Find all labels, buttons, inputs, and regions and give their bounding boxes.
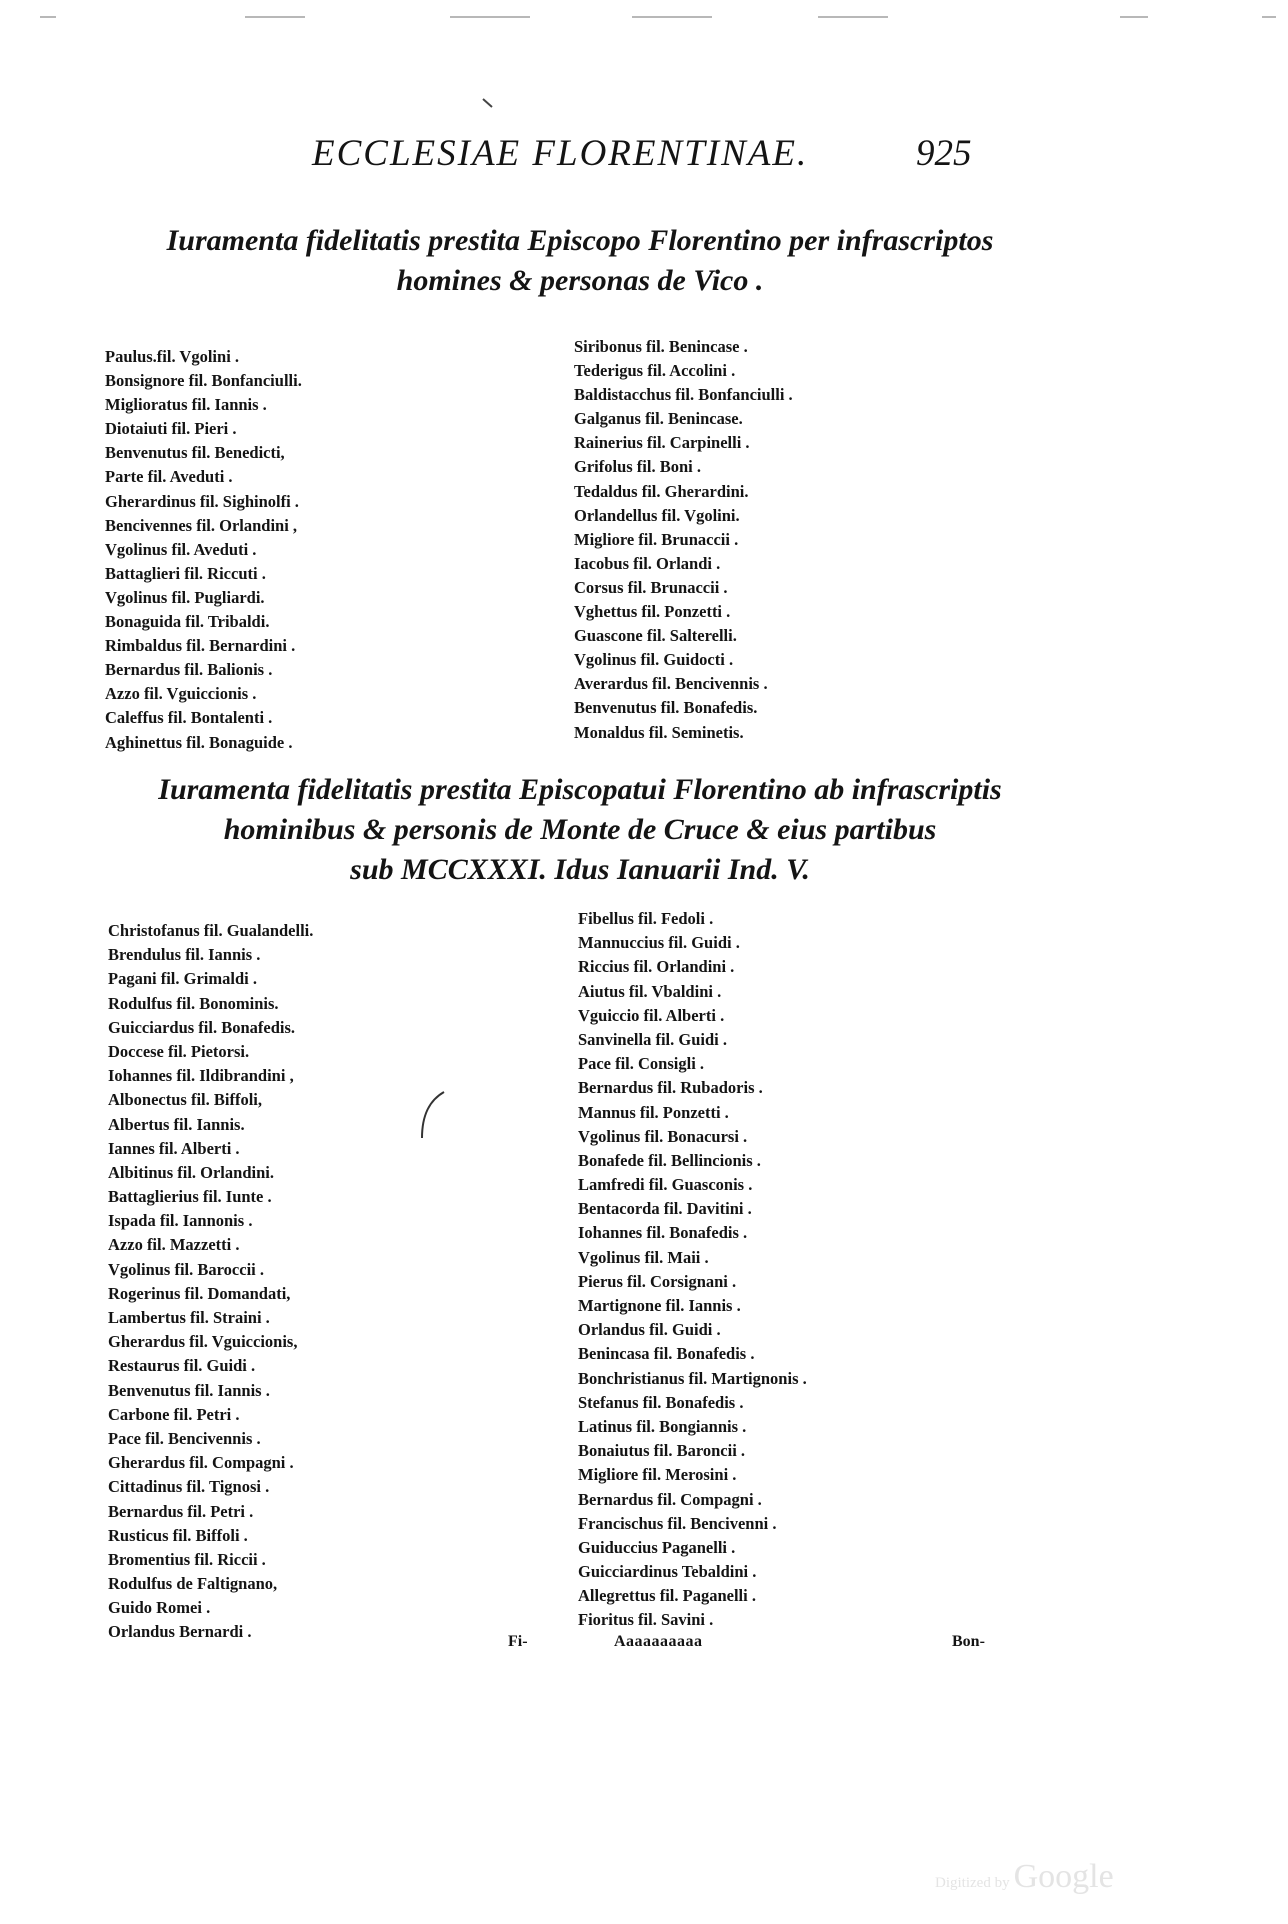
list-item: Bonaguida fil. Tribaldi.	[105, 612, 270, 632]
list-item: Rodulfus fil. Bonominis.	[108, 993, 279, 1013]
list-item: Rusticus fil. Biffoli .	[108, 1525, 248, 1545]
watermark-brand: Google	[1013, 1858, 1114, 1895]
signature-mark: Aaaaaaaaaa	[614, 1633, 703, 1650]
catchword-left: Fi-	[508, 1633, 528, 1650]
list-item: Guicciardus fil. Bonafedis.	[108, 1017, 296, 1037]
list-item: Gherardinus fil. Sighinolfi .	[105, 491, 299, 511]
list-item: Galganus fil. Benincase.	[574, 409, 743, 429]
list-item: Latinus fil. Bongiannis .	[578, 1416, 747, 1436]
list-item: Paulus.fil. Vgolini .	[105, 347, 240, 366]
section-heading-1	[80, 221, 1080, 301]
list-item: Iohannes fil. Bonafedis .	[578, 1223, 748, 1243]
pen-mark	[480, 96, 500, 116]
list-item: Francischus fil. Bencivenni .	[578, 1513, 777, 1533]
list-item: Benvenutus fil. Benedicti,	[105, 443, 285, 463]
list-item: Gherardus fil. Compagni .	[108, 1453, 294, 1473]
list-item: Migliore fil. Brunaccii .	[574, 529, 739, 549]
list-item: Orlandus fil. Guidi .	[578, 1320, 721, 1340]
list-item: Baldistacchus fil. Bonfanciulli .	[574, 385, 793, 405]
list-item: Grifolus fil. Boni .	[574, 457, 701, 477]
list-item: Iannes fil. Alberti .	[108, 1138, 240, 1158]
list-item: Azzo fil. Mazzetti .	[108, 1235, 240, 1255]
list-item: Doccese fil. Pietorsi.	[108, 1041, 250, 1061]
list-item: Siribonus fil. Benincase .	[574, 337, 748, 356]
list-item: Allegrettus fil. Paganelli .	[578, 1586, 756, 1606]
section-heading-2	[80, 770, 1080, 890]
list-item: Tederigus fil. Accolini .	[574, 361, 736, 381]
scan-edge-line	[818, 16, 888, 18]
list-item: Mannus fil. Ponzetti .	[578, 1102, 729, 1122]
scan-edge-line	[632, 16, 712, 18]
heading-line: hominibus & personis de Monte de Cruce & eius partibus	[223, 813, 937, 846]
scan-edge-line	[1262, 16, 1276, 18]
list-item: Pagani fil. Grimaldi .	[108, 969, 257, 989]
scan-edge-line	[245, 16, 305, 18]
list-item: Vguiccio fil. Alberti .	[578, 1005, 725, 1025]
list-item: Battaglierius fil. Iunte .	[108, 1187, 272, 1207]
list-item: Parte fil. Aveduti .	[105, 467, 233, 487]
list-item: Ispada fil. Iannonis .	[108, 1211, 253, 1231]
scan-edge-line	[40, 16, 56, 18]
list-item: Vgolinus fil. Pugliardi.	[105, 587, 265, 607]
list-item: Guascone fil. Salterelli.	[574, 626, 737, 646]
list-item: Rogerinus fil. Domandati,	[108, 1283, 291, 1303]
list-item: Fibellus fil. Fedoli .	[578, 909, 714, 928]
list-item: Sanvinella fil. Guidi .	[578, 1029, 727, 1049]
list-item: Bonchristianus fil. Martignonis .	[578, 1368, 807, 1388]
list-item: Bromentius fil. Riccii .	[108, 1549, 266, 1569]
list-item: Miglioratus fil. Iannis .	[105, 395, 267, 415]
list-item: Diotaiuti fil. Pieri .	[105, 419, 237, 439]
list-item: Benvenutus fil. Bonafedis.	[574, 698, 758, 718]
list-item: Guido Romei .	[108, 1598, 211, 1618]
list-item: Migliore fil. Merosini .	[578, 1465, 737, 1485]
list-item: Christofanus fil. Gualandelli.	[108, 921, 314, 940]
list-item: Bonafede fil. Bellincionis .	[578, 1150, 761, 1170]
list-item: Bentacorda fil. Davitini .	[578, 1199, 752, 1219]
watermark-prefix: Digitized by	[935, 1875, 1010, 1891]
list-item: Vgolinus fil. Bonacursi .	[578, 1126, 748, 1146]
list-item: Bernardus fil. Petri .	[108, 1501, 254, 1521]
list-item: Aghinettus fil. Bonaguide .	[105, 732, 293, 752]
list-item: Benvenutus fil. Iannis .	[108, 1380, 270, 1400]
list-item: Pace fil. Consigli .	[578, 1054, 705, 1074]
list-item: Bonaiutus fil. Baroncii .	[578, 1441, 746, 1461]
list-item: Battaglieri fil. Riccuti .	[105, 563, 266, 583]
list-item: Carbone fil. Petri .	[108, 1404, 240, 1424]
list-item: Vghettus fil. Ponzetti .	[574, 602, 731, 622]
list-item: Pace fil. Bencivennis .	[108, 1428, 261, 1448]
name-list-right	[578, 907, 807, 1633]
list-item: Averardus fil. Bencivennis .	[574, 674, 768, 694]
list-item: Bencivennes fil. Orlandini ,	[105, 515, 298, 535]
list-item: Stefanus fil. Bonafedis .	[578, 1392, 744, 1412]
heading-line: sub MCCXXXI. Idus Ianuarii Ind. V.	[350, 853, 810, 886]
list-item: Caleffus fil. Bontalenti .	[105, 708, 273, 728]
list-item: Iacobus fil. Orlandi .	[574, 553, 721, 573]
name-list-right	[574, 335, 793, 745]
list-item: Rainerius fil. Carpinelli .	[574, 433, 750, 453]
list-item: Bernardus fil. Balionis .	[105, 660, 273, 680]
list-item: Azzo fil. Vguiccionis .	[105, 684, 257, 704]
list-item: Pierus fil. Corsignani .	[578, 1271, 737, 1291]
list-item: Iohannes fil. Ildibrandini ,	[108, 1066, 294, 1086]
name-list-left	[105, 345, 302, 755]
list-item: Guiduccius Paganelli .	[578, 1537, 736, 1557]
heading-line: Iuramenta fidelitatis prestita Episcopatui Florentino ab infrascriptis	[158, 773, 1002, 806]
scan-edge-line	[1120, 16, 1148, 18]
list-item: Brendulus fil. Iannis .	[108, 945, 261, 965]
list-item: Orlandus Bernardi .	[108, 1622, 252, 1642]
name-list-left	[108, 919, 313, 1645]
list-item: Rodulfus de Faltignano,	[108, 1574, 278, 1594]
scan-edge-line	[450, 16, 530, 18]
list-item: Albertus fil. Iannis.	[108, 1114, 245, 1134]
heading-line: homines & personas de Vico .	[396, 264, 764, 297]
digitization-watermark	[935, 1858, 1114, 1896]
list-item: Guicciardinus Tebaldini .	[578, 1562, 757, 1582]
list-item: Restaurus fil. Guidi .	[108, 1356, 256, 1376]
list-item: Vgolinus fil. Guidocti .	[574, 650, 734, 670]
list-item: Lambertus fil. Straini .	[108, 1308, 270, 1327]
list-item: Cittadinus fil. Tignosi .	[108, 1477, 270, 1497]
list-item: Vgolinus fil. Baroccii .	[108, 1259, 264, 1279]
list-item: Albitinus fil. Orlandini.	[108, 1162, 274, 1182]
heading-line: Iuramenta fidelitatis prestita Episcopo Florentino per infrascriptos	[166, 224, 994, 257]
list-item: Bernardus fil. Rubadoris .	[578, 1078, 763, 1098]
list-item: Monaldus fil. Seminetis.	[574, 722, 744, 742]
pen-mark	[412, 1088, 452, 1148]
list-item: Benincasa fil. Bonafedis .	[578, 1344, 755, 1364]
page-number: 925	[916, 133, 972, 174]
list-item: Mannuccius fil. Guidi .	[578, 933, 740, 953]
list-item: Vgolinus fil. Aveduti .	[105, 539, 257, 559]
list-item: Martignone fil. Iannis .	[578, 1296, 741, 1315]
list-item: Bernardus fil. Compagni .	[578, 1489, 762, 1509]
list-item: Tedaldus fil. Gherardini.	[574, 481, 749, 501]
list-item: Fioritus fil. Savini .	[578, 1610, 714, 1630]
list-item: Bonsignore fil. Bonfanciulli.	[105, 371, 302, 391]
list-item: Rimbaldus fil. Bernardini .	[105, 636, 296, 656]
list-item: Lamfredi fil. Guasconis .	[578, 1175, 753, 1195]
catchword-right: Bon-	[952, 1633, 985, 1650]
list-item: Albonectus fil. Biffoli,	[108, 1090, 263, 1110]
list-item: Aiutus fil. Vbaldini .	[578, 981, 722, 1001]
list-item: Vgolinus fil. Maii .	[578, 1247, 709, 1267]
list-item: Riccius fil. Orlandini .	[578, 957, 735, 977]
list-item: Orlandellus fil. Vgolini.	[574, 505, 740, 525]
list-item: Corsus fil. Brunaccii .	[574, 577, 728, 597]
list-item: Gherardus fil. Vguiccionis,	[108, 1332, 298, 1352]
running-header-title: ECCLESIAE FLORENTINAE.	[312, 133, 809, 174]
